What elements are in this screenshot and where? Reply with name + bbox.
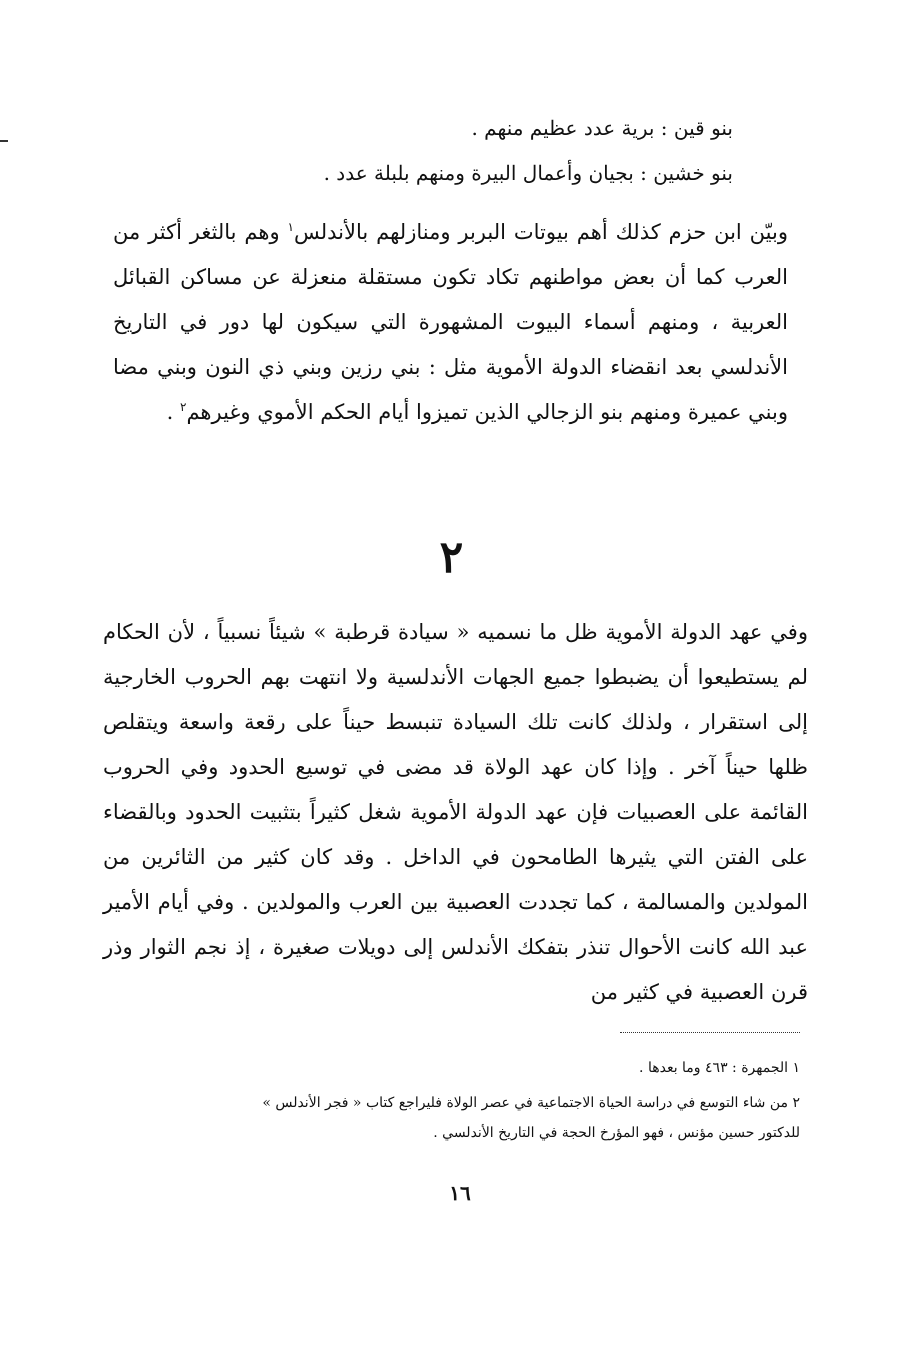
paragraph-2 [103, 610, 808, 1015]
footnote-2-line-2: للدكتور حسين مؤنس ، فهو المؤرخ الحجة في التاريخ الأندلسي . [433, 1125, 800, 1141]
footnote-ref-2: ٢ [180, 400, 187, 414]
paragraph-1-text [113, 210, 788, 435]
footnote-2-line-1: ٢ من شاء التوسع في دراسة الحياة الاجتماعية في عصر الولاة فليراجع كتاب « فجر الأندلس » [262, 1095, 800, 1111]
intro-line-1: بنو قين : برية عدد عظيم منهم . [471, 116, 733, 140]
paragraph-1-start: وبيّن ابن حزم كذلك أهم بيوتات البربر ومنازلهم بالأندلس [293, 220, 788, 244]
section-number: ٢ [439, 532, 464, 583]
footnote-ref-1: ١ [287, 220, 294, 234]
footnote-1: ١ الجمهرة : ٤٦٣ وما بعدها . [639, 1060, 800, 1076]
page-number: ١٦ [449, 1181, 471, 1205]
footnote-divider [620, 1032, 800, 1033]
paragraph-1-end: . [166, 400, 180, 424]
scan-edge-mark [0, 140, 8, 142]
paragraph-2-text: وفي عهد الدولة الأموية ظل ما نسميه « سيادة قرطبة » شيئاً نسبياً ، لأن الحكام لم يستطيعوا أن يضبطوا جميع الجهات الأندلسية ولا انتهت بهم الحروب الخارجية إلى استقرار ، ولذلك كانت تلك السيادة تنبسط حيناً على رقعة واسعة ويتقلص ظلها حيناً آخر . وإذا كان عهد الولاة قد مضى في توسيع الحدود وفي الحروب القائمة على العصبيات فإن عهد الدولة الأموية شغل كثيراً بتثبيت الحدود وبالقضاء على الفتن التي يثيرها الطامحون في الداخل . وقد كان كثير من الثائرين من المولدين والمسالمة ، كما تجددت العصبية بين العرب والمولدين . وفي أيام الأمير عبد الله كانت الأحوال تنذر بتفكك الأندلس إلى دويلات صغيرة ، إذ نجم الثوار وذر قرن العصبية في كثير من [103, 620, 808, 1004]
paragraph-1-continuation: وهم بالثغر أكثر من العرب كما أن بعض مواطنهم تكاد تكون مستقلة منعزلة عن مساكن القبائل العربية ، ومنهم أسماء البيوت المشهورة التي سيكون لها دور في التاريخ الأندلسي بعد انقضاء الدولة الأموية مثل : بني رزين وبني ذي النون وبني مضا وبني عميرة ومنهم بنو الزجالي الذين تميزوا أيام الحكم الأموي وغيرهم [113, 220, 788, 424]
intro-line-2: بنو خشين : بجيان وأعمال البيرة ومنهم بلبلة عدد . [323, 161, 733, 185]
paragraph-1 [113, 210, 788, 435]
